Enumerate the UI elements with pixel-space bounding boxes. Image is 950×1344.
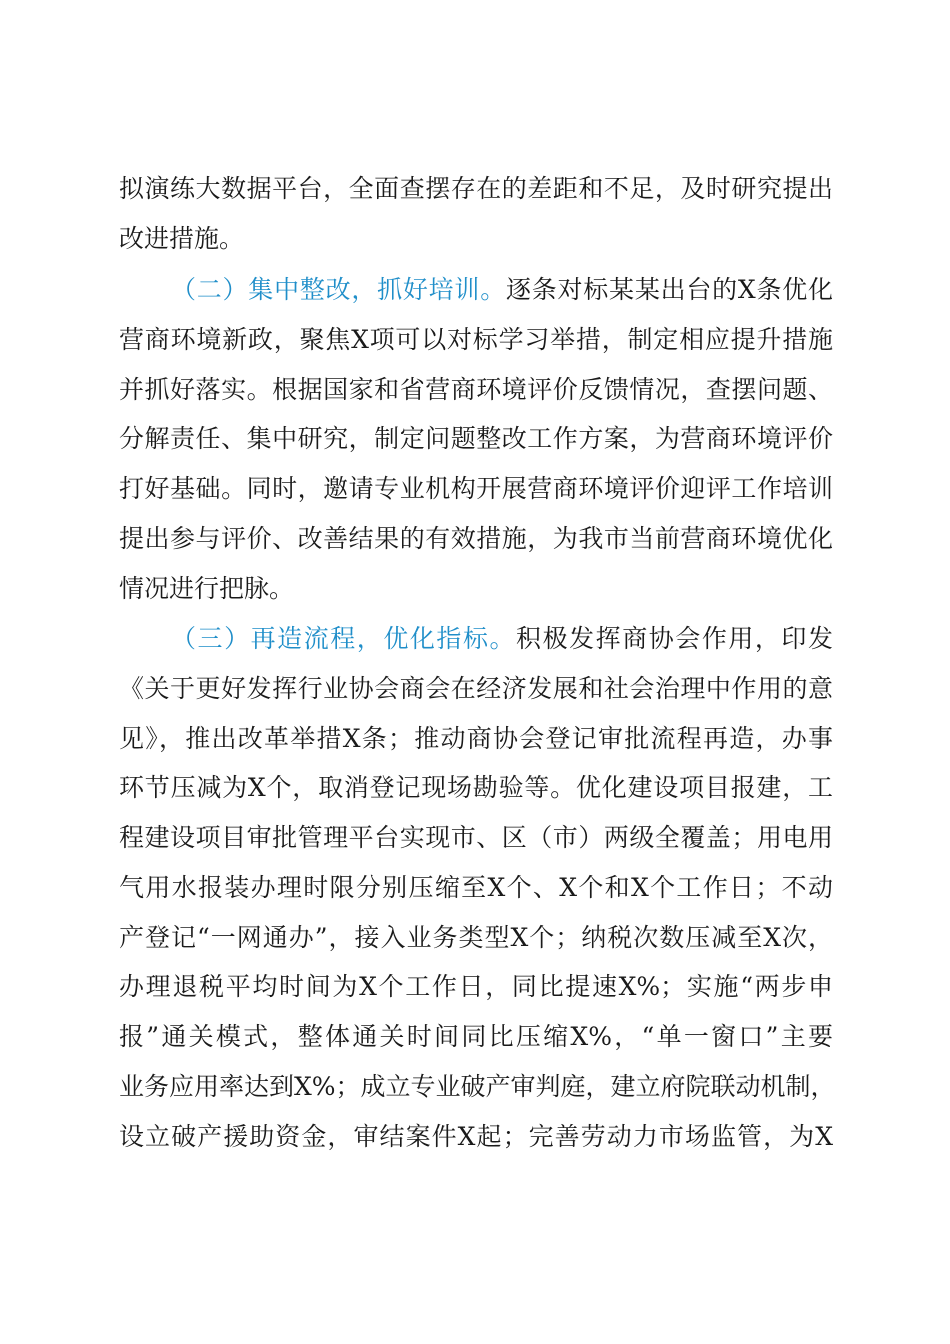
paragraph-3-first-line [119, 614, 833, 664]
paragraph-3-line: 见》，推出改革举措X条；推动商协会登记审批流程再造，办事 [119, 724, 833, 753]
paragraph-2-first-line-text: 逐条对标某某出台的X条优化 [505, 275, 833, 304]
paragraph-2-line: 打好基础。同时，邀请专业机构开展营商环境评价迎评工作培训 [119, 474, 833, 503]
paragraph-2-line: 营商环境新政，聚焦X项可以对标学习举措，制定相应提升措施 [119, 325, 833, 354]
paragraph-3-line: 气用水报装办理时限分别压缩至X个、X个和X个工作日；不动 [119, 873, 833, 902]
paragraph-3-line: 环节压减为X个，取消登记现场勘验等。优化建设项目报建，工 [119, 773, 833, 802]
paragraph-3-line: 设立破产援助资金，审结案件X起；完善劳动力市场监管，为X [119, 1122, 833, 1151]
paragraph-2-line: 并抓好落实。根据国家和省营商环境评价反馈情况，查摆问题、 [119, 375, 833, 404]
section-heading-3: （三）再造流程，优化指标。 [171, 624, 517, 653]
paragraph-1-line-2: 改进措施。 [119, 224, 245, 253]
paragraph-3-line: 办理退税平均时间为X个工作日，同比提速X%；实施“两步申 [119, 972, 833, 1001]
paragraph-3-line: 程建设项目审批管理平台实现市、区（市）两级全覆盖；用电用 [119, 823, 833, 852]
paragraph-3-line: 产登记“一网通办”，接入业务类型X个；纳税次数压减至X次， [119, 923, 833, 952]
paragraph-3-first-line-text: 积极发挥商协会作用，印发 [516, 624, 833, 653]
paragraph-3-line: 《关于更好发挥行业协会商会在经济发展和社会治理中作用的意 [119, 674, 833, 703]
paragraph-2-line: 分解责任、集中研究，制定问题整改工作方案，为营商环境评价 [119, 424, 833, 453]
paragraph-2-first-line [119, 265, 833, 315]
paragraph-3-line: 报”通关模式，整体通关时间同比压缩X%，“单一窗口”主要 [119, 1022, 833, 1051]
paragraph-2-line: 提出参与评价、改善结果的有效措施，为我市当前营商环境优化 [119, 524, 833, 553]
paragraph-3-line: 业务应用率达到X%；成立专业破产审判庭，建立府院联动机制， [119, 1072, 836, 1101]
paragraph-1-line-1: 拟演练大数据平台，全面查摆存在的差距和不足，及时研究提出 [119, 174, 833, 203]
paragraph-2-line: 情况进行把脉。 [119, 574, 295, 603]
section-heading-2: （二）集中整改，抓好培训。 [171, 275, 506, 304]
